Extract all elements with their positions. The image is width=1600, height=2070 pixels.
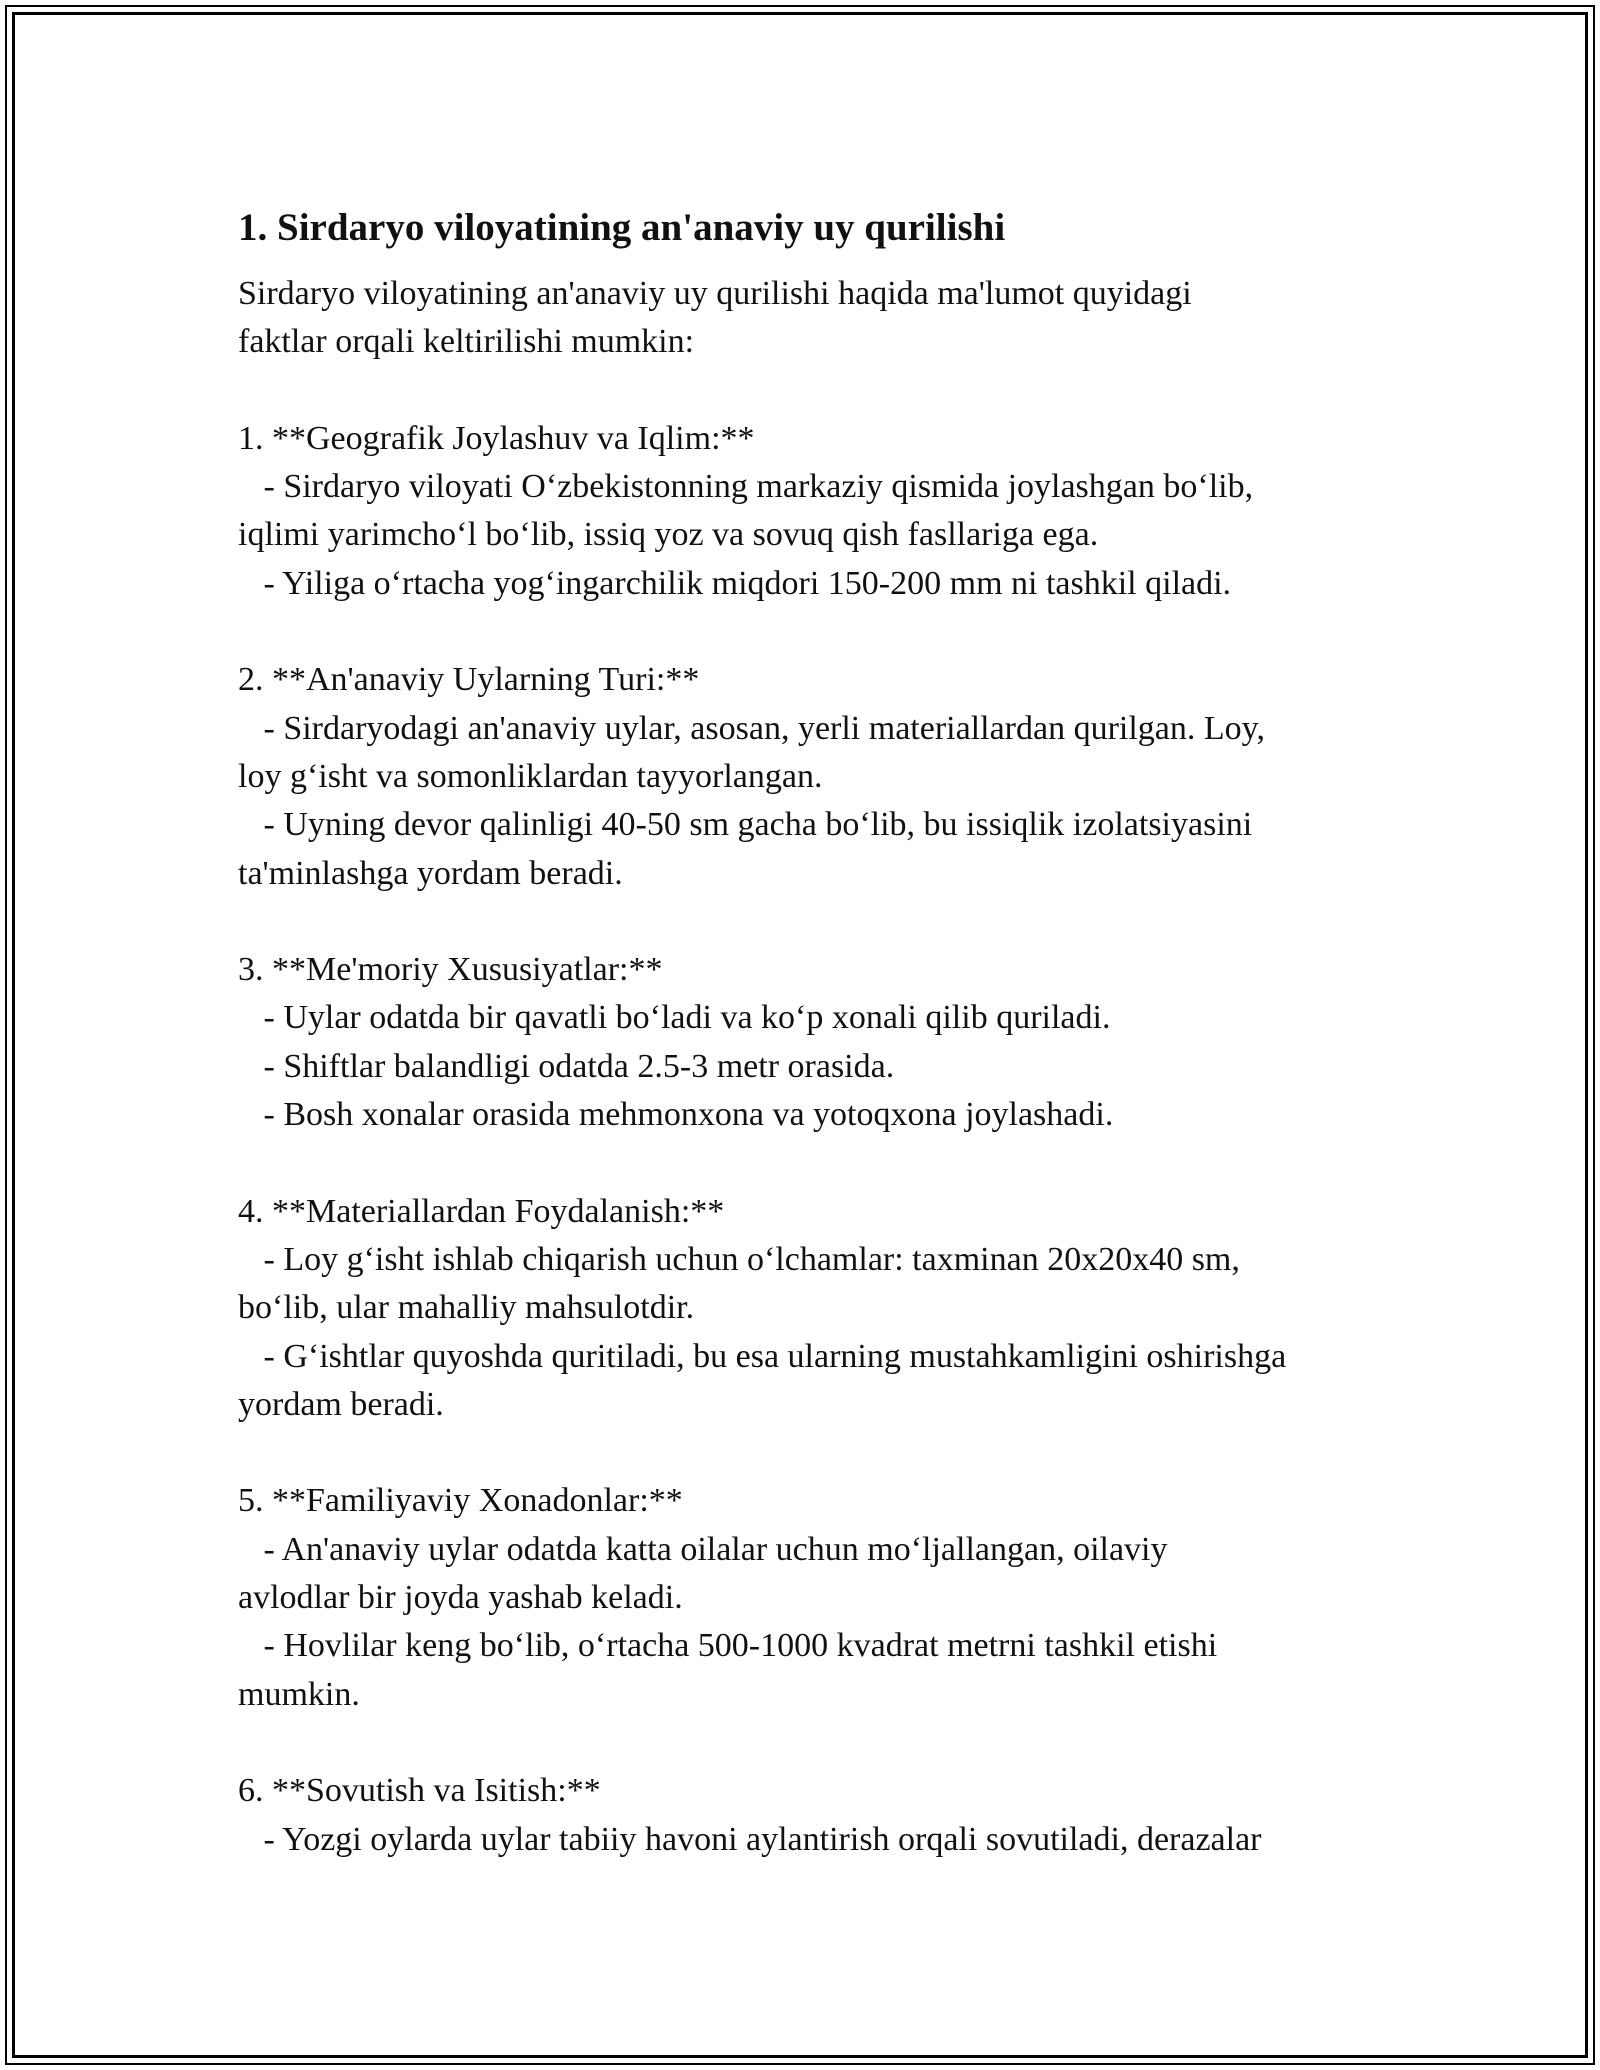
page-outer-border [5, 5, 1595, 2065]
document-content [238, 200, 1418, 1864]
page-inner-border [12, 12, 1588, 2058]
document-body: Sirdaryo viloyatining an'anaviy uy qurilishi haqida ma'lumot quyidagi faktlar orqali keltirilishi mumkin: 1. **Geografik Joylashuv va Iqlim:** - Sirdaryo viloyati O‘zbekistonning markaziy qismida joylashgan bo‘lib, iqlimi yarimcho‘l bo‘lib, issiq yoz va sovuq qish fasllariga ega. - Yiliga o‘rtacha yog‘ingarchilik miqdori 150-200 mm ni tashkil qiladi. 2. **An'anaviy Uylarning Turi:** - Sirdaryodagi an'anaviy uylar, asosan, yerli materiallardan qurilgan. Loy, loy g‘isht va somonliklardan tayyorlangan. - Uyning devor qalinligi 40-50 sm gacha bo‘lib, bu issiqlik izolatsiyasini ta'minlashga yordam beradi. 3. **Me'moriy Xususiyatlar:** - Uylar odatda bir qavatli bo‘ladi va ko‘p xonali qilib quriladi. - Shiftlar balandligi odatda 2.5-3 metr orasida. - Bosh xonalar orasida mehmonxona va yotoqxona joylashadi. 4. **Materiallardan Foydalanish:** - Loy g‘isht ishlab chiqarish uchun o‘lchamlar: taxminan 20x20x40 sm, bo‘lib, ular mahalliy mahsulotdir. - G‘ishtlar quyoshda quritiladi, bu esa ularning mustahkamligini oshirishga yordam beradi. 5. **Familiyaviy Xonadonlar:** - An'anaviy uylar odatda katta oilalar uchun mo‘ljallangan, oilaviy avlodlar bir joyda yashab keladi. - Hovlilar keng bo‘lib, o‘rtacha 500-1000 kvadrat metrni tashkil etishi mumkin. 6. **Sovutish va Isitish:** - Yozgi oylarda uylar tabiiy havoni aylantirish orqali sovutiladi, derazalar [238, 275, 1287, 1858]
document-title: 1. Sirdaryo viloyatining an'anaviy uy qurilishi [238, 206, 1006, 249]
